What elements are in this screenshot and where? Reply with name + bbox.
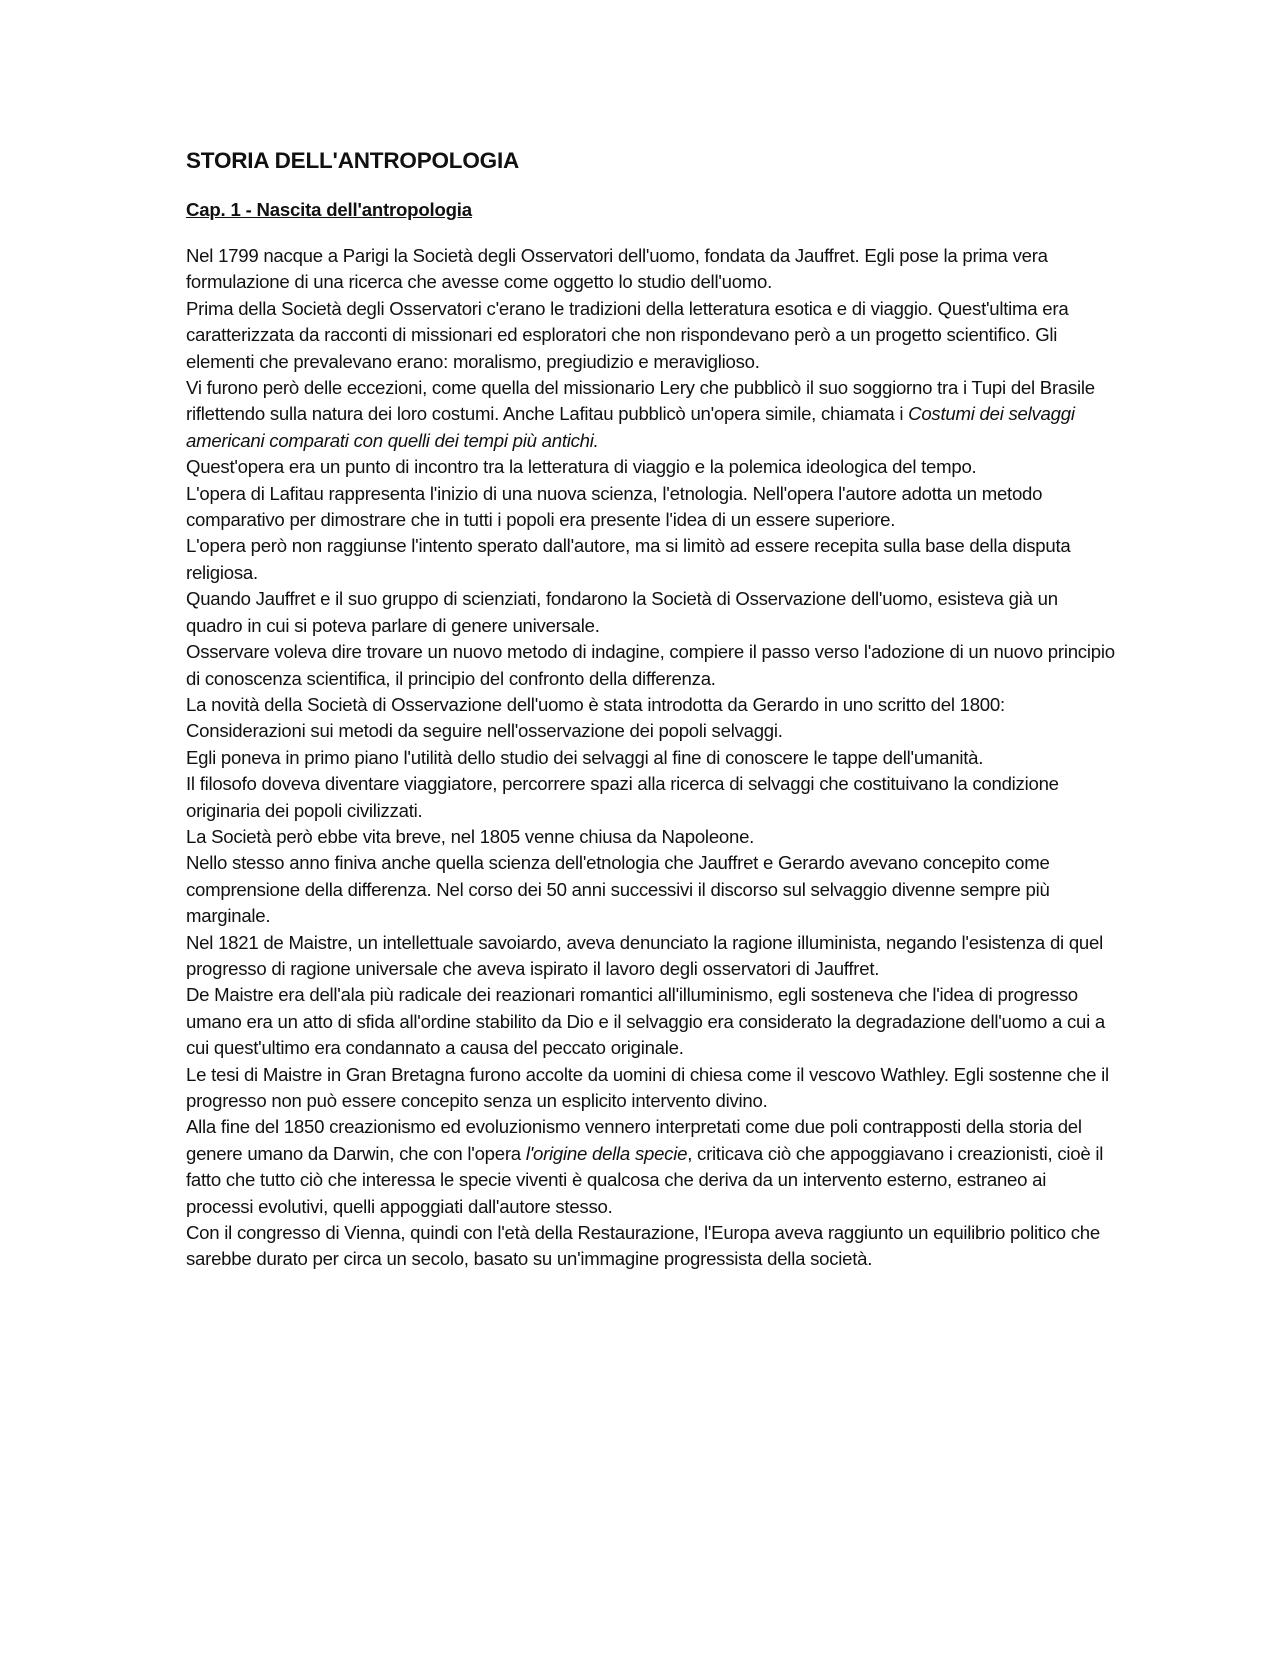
paragraph: La novità della Società di Osservazione dell'uomo è stata introdotta da Gerardo in uno scritto del 1800: Considerazioni sui metodi da seguire nell'osservazione dei popoli selvaggi. bbox=[186, 693, 1005, 742]
paragraph: Con il congresso di Vienna, quindi con l'età della Restaurazione, l'Europa aveva raggiunto un equilibrio politico che sarebbe durato per circa un secolo, basato su un'immagine progressista della società. bbox=[186, 1222, 1100, 1270]
paragraph: Nel 1799 nacque a Parigi la Società degli Osservatori dell'uomo, fondata da Jauffret. Egli pose la prima vera formulazione di una ricerca che avesse come oggetto lo studio dell'uomo. bbox=[186, 245, 1048, 293]
document-title: STORIA DELL'ANTROPOLOGIA bbox=[186, 148, 520, 173]
book-title: l'origine della specie bbox=[525, 1142, 688, 1164]
paragraph: Quest'opera era un punto di incontro tra la letteratura di viaggio e la polemica ideologica del tempo. bbox=[186, 456, 977, 478]
document-page bbox=[186, 140, 1116, 1273]
paragraph: De Maistre era dell'ala più radicale dei reazionari romantici all'illuminismo, egli sosteneva che l'idea di progresso umano era un atto di sfida all'ordine stabilito da Dio e il selvaggio era considerato la degradazione dell'uomo a cui a cui quest'ultimo era condannato a causa del peccato originale. bbox=[186, 984, 1105, 1059]
book-title: Costumi dei selvaggi americani comparati con quelli dei tempi più antichi. bbox=[186, 403, 1075, 451]
paragraph: L'opera però non raggiunse l'intento sperato dall'autore, ma si limitò ad essere recepita sulla base della disputa religiosa. bbox=[186, 535, 1071, 583]
chapter-heading: Cap. 1 - Nascita dell'antropologia bbox=[186, 199, 472, 220]
document-body bbox=[186, 243, 1116, 1273]
paragraph: Nel 1821 de Maistre, un intellettuale savoiardo, aveva denunciato la ragione illuminista, negando l'esistenza di quel progresso di ragione universale che aveva ispirato il lavoro degli osservatori di Jauffret. bbox=[186, 931, 1103, 979]
paragraph: La Società però ebbe vita breve, nel 1805 venne chiusa da Napoleone. bbox=[186, 825, 755, 847]
paragraph: Osservare voleva dire trovare un nuovo metodo di indagine, compiere il passo verso l'adozione di un nuovo principio di conoscenza scientifica, il principio del confronto della differenza. bbox=[186, 641, 1115, 689]
paragraph: Prima della Società degli Osservatori c'erano le tradizioni della letteratura esotica e di viaggio. Quest'ultima era caratterizzata da racconti di missionari ed esploratori che non rispondevano però a un progetto scientifico. Gli elementi che prevalevano erano: moralismo, pregiudizio e meraviglioso. bbox=[186, 297, 1069, 372]
paragraph bbox=[186, 1114, 1116, 1220]
paragraph: Le tesi di Maistre in Gran Bretagna furono accolte da uomini di chiesa come il vescovo Wathley. Egli sostenne che il progresso non può essere concepito senza un esplicito intervento divino. bbox=[186, 1063, 1109, 1111]
paragraph: L'opera di Lafitau rappresenta l'inizio di una nuova scienza, l'etnologia. Nell'opera l'autore adotta un metodo comparativo per dimostrare che in tutti i popoli era presente l'idea di un essere superiore. bbox=[186, 482, 1043, 531]
paragraph: Quando Jauffret e il suo gruppo di scienziati, fondarono la Società di Osservazione dell'uomo, esisteva già un quadro in cui si poteva parlare di genere universale. bbox=[186, 588, 1058, 636]
paragraph-text: Alla fine del 1850 creazionismo ed evoluzionismo vennero interpretati come due poli contrapposti della storia del genere umano da Darwin, che con l'opera bbox=[186, 1116, 1082, 1164]
paragraph bbox=[186, 375, 1116, 454]
paragraph: Il filosofo doveva diventare viaggiatore, percorrere spazi alla ricerca di selvaggi che costituivano la condizione originaria dei popoli civilizzati. bbox=[186, 773, 1059, 821]
paragraph: Nello stesso anno finiva anche quella scienza dell'etnologia che Jauffret e Gerardo avevano concepito come comprensione della differenza. Nel corso dei 50 anni successivi il discorso sul selvaggio divenne sempre più marginale. bbox=[186, 852, 1050, 927]
paragraph-text: , criticava ciò che appoggiavano i creazionisti, cioè il fatto che tutto ciò che interessa le specie viventi è qualcosa che deriva da un intervento esterno, estraneo ai processi evolutivi, quelli appoggiati dall'autore stesso. bbox=[186, 1142, 1104, 1217]
paragraph-text: Vi furono però delle eccezioni, come quella del missionario Lery che pubblicò il suo soggiorno tra i Tupi del Brasile riflettendo sulla natura dei loro costumi. Anche Lafitau pubblicò un'opera simile, chiamata i bbox=[186, 377, 1095, 425]
paragraph: Egli poneva in primo piano l'utilità dello studio dei selvaggi al fine di conoscere le tappe dell'umanità. bbox=[186, 746, 984, 768]
